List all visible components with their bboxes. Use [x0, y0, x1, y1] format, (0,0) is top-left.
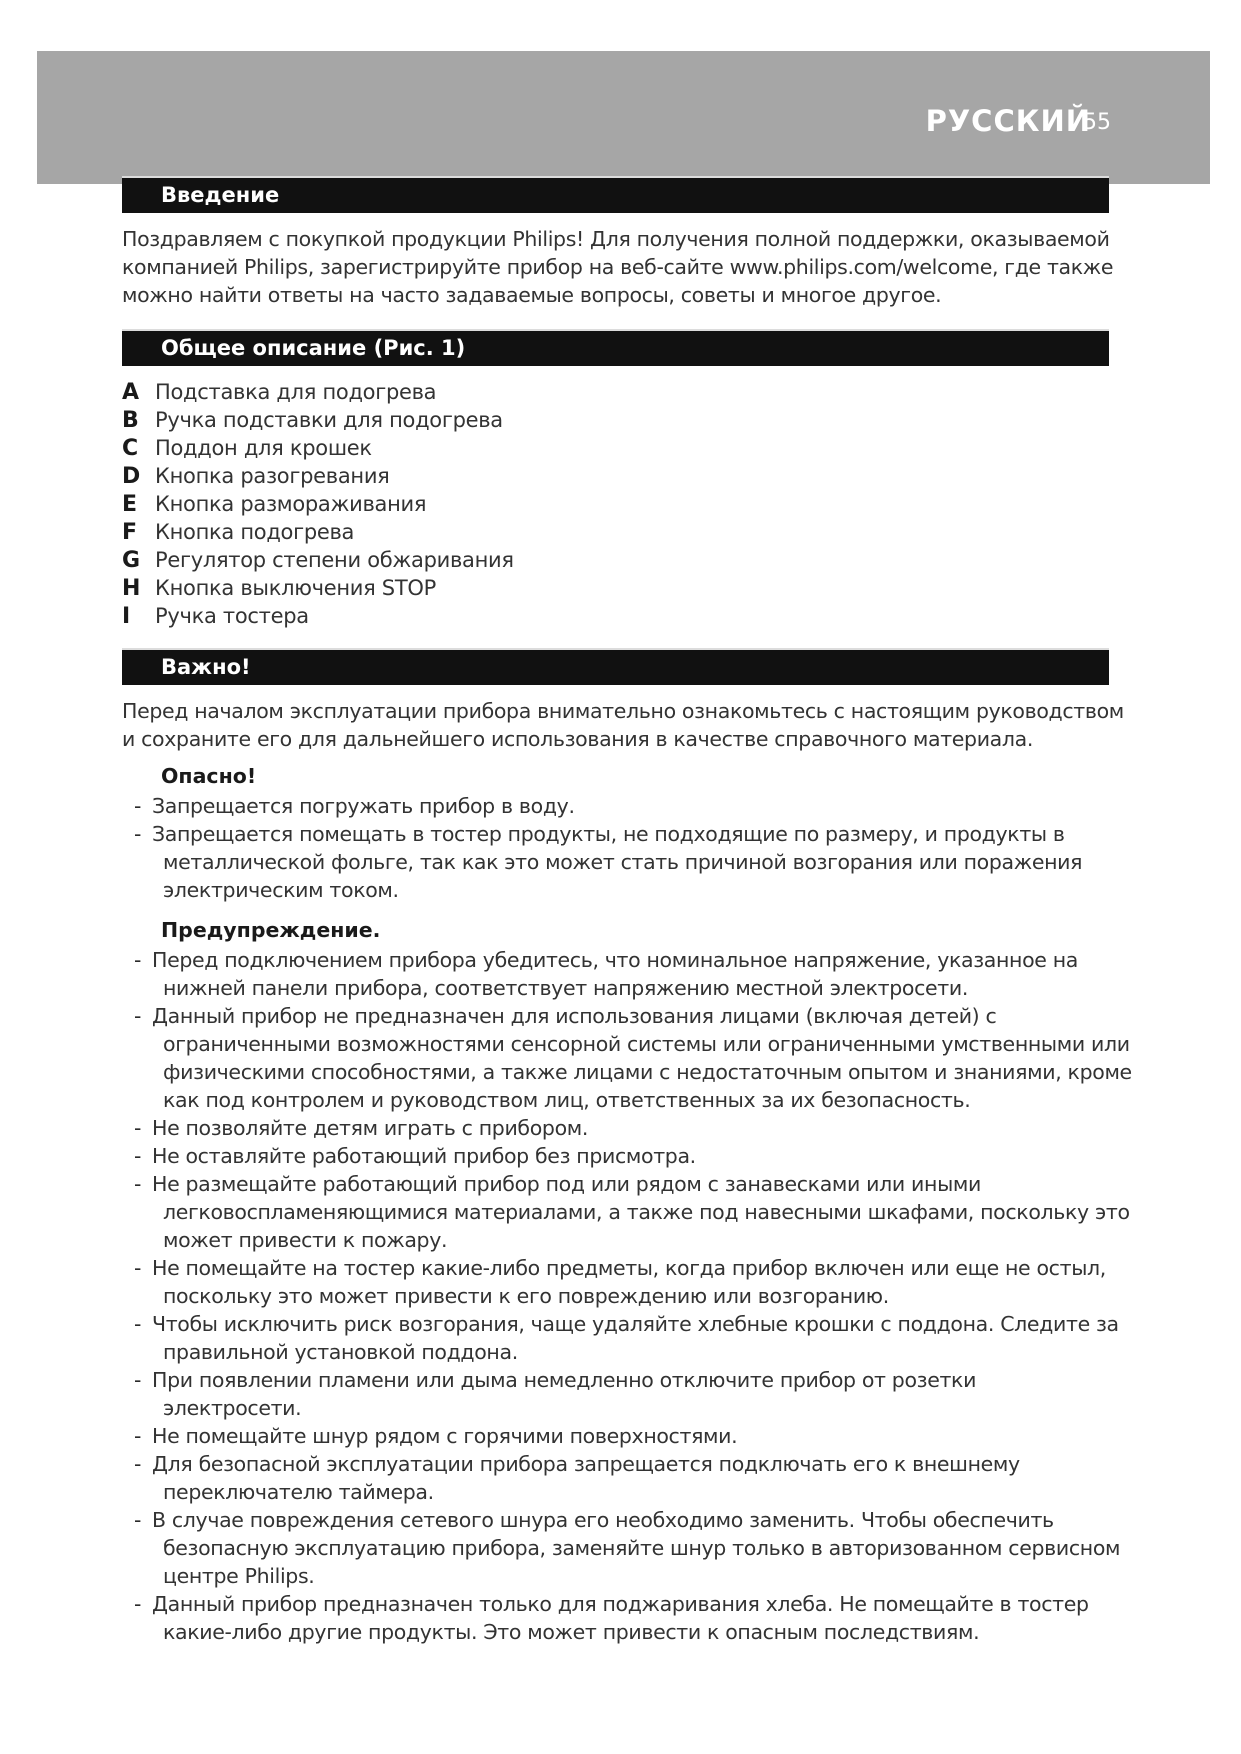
- list-item-line: - Не оставляйте работающий прибор без присмотра.: [152, 1144, 696, 1168]
- part-name: Кнопка выключения STOP: [155, 576, 436, 600]
- list-item-line: - Запрещается погружать прибор в воду.: [152, 794, 575, 818]
- part-letter: E: [122, 492, 137, 517]
- part-letter: B: [122, 408, 139, 433]
- list-item-line: - Не помещайте шнур рядом с горячими поверхностями.: [152, 1424, 738, 1448]
- part-name: Кнопка разогревания: [155, 464, 390, 488]
- parts-list-item: [122, 434, 514, 462]
- list-item-line: безопасную эксплуатацию прибора, заменяйте шнур только в авторизованном сервисном: [163, 1536, 1121, 1560]
- list-item-line: поскольку это может привести к его повреждению или возгоранию.: [163, 1284, 889, 1308]
- paragraph-line: Поздравляем с покупкой продукции Philips! Для получения полной поддержки, оказываемой: [122, 227, 1110, 251]
- list-item-line: - Не помещайте на тостер какие-либо предметы, когда прибор включен или еще не остыл,: [152, 1256, 1106, 1280]
- list-item: [134, 820, 1082, 904]
- list-item-line: может привести к пожару.: [163, 1228, 448, 1252]
- list-item-line: - Для безопасной эксплуатации прибора запрещается подключать его к внешнему: [152, 1452, 1020, 1476]
- parts-list-item: [122, 546, 514, 574]
- part-letter: I: [122, 604, 130, 629]
- danger-list: [134, 792, 1082, 904]
- paragraph-line: Перед началом эксплуатации прибора внимательно ознакомьтесь с настоящим руководством: [122, 699, 1124, 723]
- parts-list-item: [122, 378, 514, 406]
- danger-heading: Опасно!: [161, 764, 257, 788]
- list-item: [134, 1450, 1132, 1506]
- list-item: [134, 1002, 1132, 1114]
- list-item-line: электросети.: [163, 1396, 302, 1420]
- list-item: [134, 1422, 1132, 1450]
- parts-list-item: [122, 406, 514, 434]
- language-label: РУССКИЙ: [925, 104, 1091, 138]
- list-item-line: какие-либо другие продукты. Это может привести к опасным последствиям.: [163, 1620, 980, 1644]
- list-item-line: - При появлении пламени или дыма немедленно отключите прибор от розетки: [152, 1368, 977, 1392]
- list-item-line: - Чтобы исключить риск возгорания, чаще удаляйте хлебные крошки с поддона. Следите за: [152, 1312, 1119, 1336]
- parts-list-item: [122, 602, 514, 630]
- list-item: [134, 1142, 1132, 1170]
- list-item-line: - Данный прибор предназначен только для поджаривания хлеба. Не помещайте в тостер: [152, 1592, 1089, 1616]
- parts-list-item: [122, 490, 514, 518]
- part-letter: D: [122, 464, 140, 489]
- part-name: Ручка подставки для подогрева: [155, 408, 503, 432]
- list-item-line: электрическим током.: [163, 878, 399, 902]
- part-name: Кнопка размораживания: [155, 492, 427, 516]
- list-item: [134, 1170, 1132, 1254]
- part-name: Поддон для крошек: [155, 436, 372, 460]
- list-item: [134, 1114, 1132, 1142]
- list-item: [134, 1506, 1132, 1590]
- section-heading-important: [122, 648, 1109, 685]
- parts-list-item: [122, 574, 514, 602]
- section-heading-text: Общее описание (Рис. 1): [161, 336, 466, 360]
- part-letter: C: [122, 436, 138, 461]
- list-item-line: как под контролем и руководством лиц, ответственных за их безопасность.: [163, 1088, 971, 1112]
- warning-heading: Предупреждение.: [161, 918, 381, 942]
- list-item: [134, 792, 1082, 820]
- list-item-line: - Не размещайте работающий прибор под или рядом с занавесками или иными: [152, 1172, 981, 1196]
- page-number: 55: [1083, 110, 1111, 135]
- paragraph-line: компанией Philips, зарегистрируйте прибор на веб-сайте www.philips.com/welcome, где также: [122, 255, 1114, 279]
- list-item-line: - Запрещается помещать в тостер продукты, не подходящие по размеру, и продукты в: [152, 822, 1065, 846]
- list-item-line: - Данный прибор не предназначен для использования лицами (включая детей) с: [152, 1004, 997, 1028]
- section-heading-text: Введение: [161, 183, 280, 207]
- paragraph-line: и сохраните его для дальнейшего использования в качестве справочного материала.: [122, 727, 1034, 751]
- part-letter: F: [122, 520, 137, 545]
- list-item-line: нижней панели прибора, соответствует напряжению местной электросети.: [163, 976, 969, 1000]
- list-item-line: - Не позволяйте детям играть с прибором.: [152, 1116, 589, 1140]
- list-item-line: ограниченными возможностями сенсорной системы или ограниченными умственными или: [163, 1032, 1130, 1056]
- list-item-line: - В случае повреждения сетевого шнура его необходимо заменить. Чтобы обеспечить: [152, 1508, 1054, 1532]
- section-heading-description: [122, 329, 1109, 366]
- list-item: [134, 1310, 1132, 1366]
- warning-list: [134, 946, 1132, 1646]
- list-item-line: физическими способностями, а также лицами с недостаточным опытом и знаниями, кроме: [163, 1060, 1132, 1084]
- part-name: Подставка для подогрева: [155, 380, 437, 404]
- paragraph-line: можно найти ответы на часто задаваемые вопросы, советы и многое другое.: [122, 283, 942, 307]
- part-name: Регулятор степени обжаривания: [155, 548, 514, 572]
- part-letter: H: [122, 576, 141, 601]
- parts-list: [122, 378, 514, 630]
- list-item-line: правильной установкой поддона.: [163, 1340, 518, 1364]
- list-item-line: - Перед подключением прибора убедитесь, что номинальное напряжение, указанное на: [152, 948, 1079, 972]
- part-letter: A: [122, 380, 139, 405]
- section-heading-text: Важно!: [161, 655, 251, 679]
- parts-list-item: [122, 518, 514, 546]
- list-item-line: центре Philips.: [163, 1564, 315, 1588]
- list-item: [134, 1254, 1132, 1310]
- part-name: Кнопка подогрева: [155, 520, 355, 544]
- part-name: Ручка тостера: [155, 604, 309, 628]
- intro-paragraph: [122, 225, 1112, 309]
- list-item-line: легковоспламеняющимися материалами, а также под навесными шкафами, поскольку это: [163, 1200, 1130, 1224]
- list-item-line: металлической фольге, так как это может стать причиной возгорания или поражения: [163, 850, 1083, 874]
- parts-list-item: [122, 462, 514, 490]
- part-letter: G: [122, 548, 140, 573]
- list-item-line: переключателю таймера.: [163, 1480, 434, 1504]
- section-heading-intro: [122, 176, 1109, 213]
- important-paragraph: [122, 697, 1124, 753]
- list-item: [134, 1590, 1132, 1646]
- list-item: [134, 1366, 1132, 1422]
- list-item: [134, 946, 1132, 1002]
